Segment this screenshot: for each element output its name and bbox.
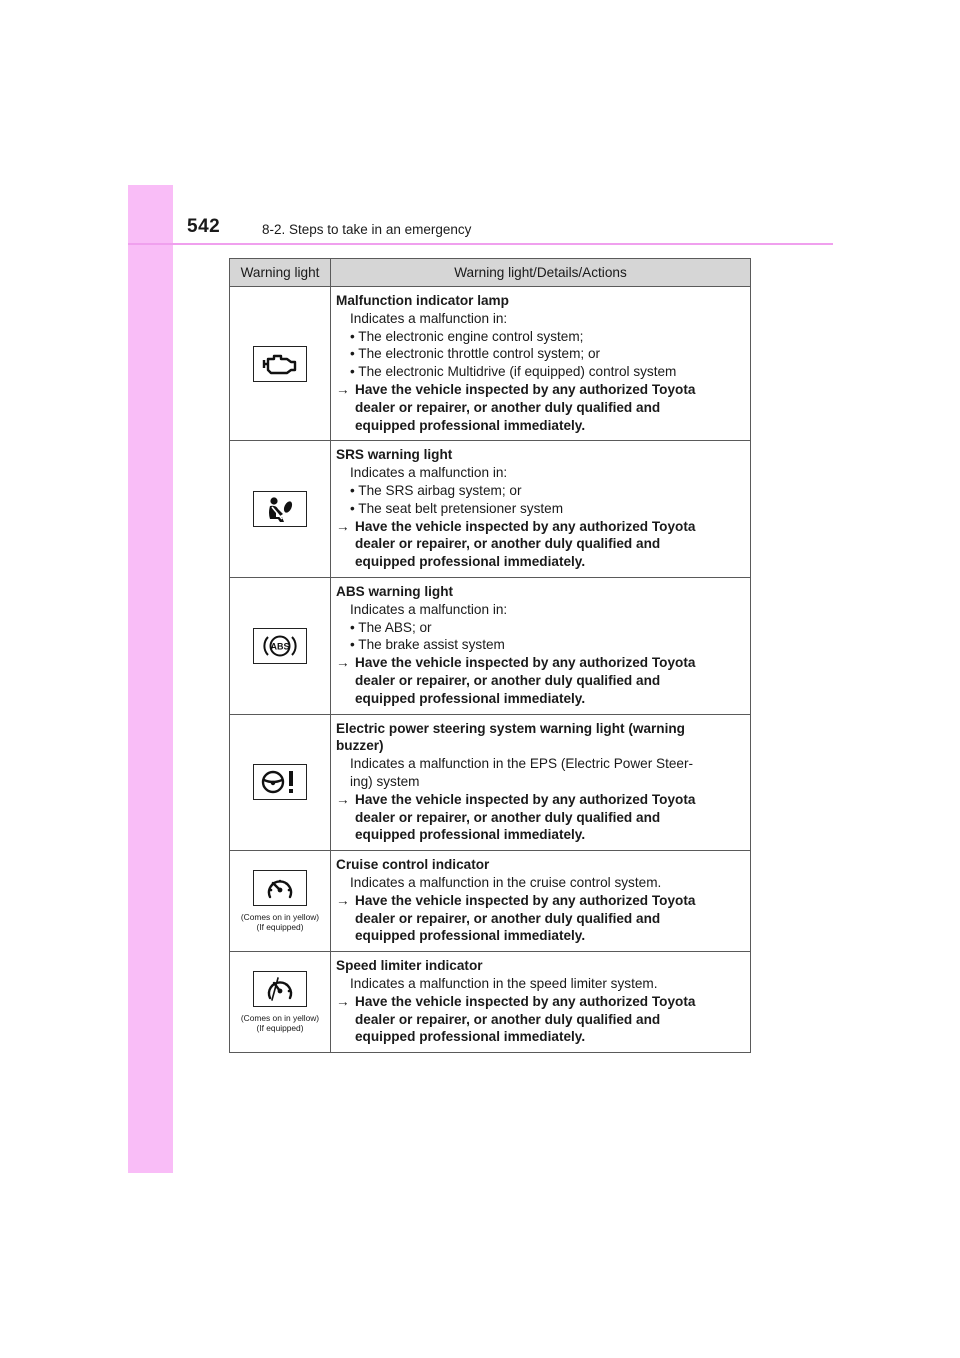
row-intro-cont: ing) system bbox=[350, 773, 420, 789]
table-row bbox=[230, 577, 751, 714]
page-number: 542 bbox=[187, 216, 221, 237]
arrow-icon: → bbox=[336, 791, 350, 807]
chapter-tab-band bbox=[128, 185, 173, 1173]
row-intro: Indicates a malfunction in: bbox=[350, 465, 508, 481]
row-title: Malfunction indicator lamp bbox=[336, 293, 509, 308]
icon-cell bbox=[230, 851, 331, 952]
row-intro: Indicates a malfunction in the cruise control system. bbox=[350, 874, 662, 890]
icon-cell bbox=[230, 952, 331, 1053]
details-cell bbox=[331, 441, 751, 578]
row-title: Electric power steering system warning light (warning bbox=[336, 720, 685, 736]
row-title-cont: buzzer) bbox=[336, 738, 384, 754]
details-cell bbox=[331, 952, 751, 1053]
arrow-icon: → bbox=[336, 518, 350, 534]
table-row bbox=[230, 714, 751, 851]
bullet-item: • The brake assist system bbox=[350, 637, 505, 653]
section-title: 8-2. Steps to take in an emergency bbox=[262, 222, 472, 237]
bullet-item: • The electronic engine control system; bbox=[350, 328, 584, 344]
row-title: SRS warning light bbox=[336, 447, 453, 463]
icon-cell bbox=[230, 441, 331, 578]
bullet-item: • The ABS; or bbox=[350, 619, 432, 635]
table-row bbox=[230, 287, 751, 441]
bullet-item: • The SRS airbag system; or bbox=[350, 482, 522, 498]
table-header-row bbox=[230, 259, 751, 287]
check-engine-icon bbox=[253, 346, 307, 382]
icon-cell bbox=[230, 287, 331, 441]
header-details-actions: Warning light/Details/Actions bbox=[331, 259, 751, 287]
bullet-item: • The electronic throttle control system; or bbox=[350, 346, 601, 362]
icon-note: (Comes on in yellow) (If equipped) bbox=[240, 1013, 320, 1034]
action-text: → Have the vehicle inspected by any authorized Toyota dealer or repairer, or another duly qualified and equipped professional immediately. bbox=[336, 655, 696, 706]
action-text: → Have the vehicle inspected by any authorized Toyota dealer or repairer, or another duly qualified and equipped professional immediately. bbox=[336, 381, 696, 433]
row-intro: Indicates a malfunction in the speed limiter system. bbox=[350, 975, 658, 991]
action-text: → Have the vehicle inspected by any authorized Toyota dealer or repairer, or another duly qualified and equipped professional immediately. bbox=[336, 791, 696, 843]
speed-limiter-icon bbox=[253, 971, 307, 1007]
icon-cell bbox=[230, 577, 331, 714]
table-row bbox=[230, 952, 751, 1053]
row-title: ABS warning light bbox=[336, 583, 454, 599]
header-rule bbox=[128, 243, 833, 245]
srs-airbag-icon bbox=[253, 491, 307, 527]
warning-light-table bbox=[229, 258, 751, 1053]
details-cell bbox=[331, 577, 751, 714]
bullet-item: • The electronic Multidrive (if equipped) control system bbox=[350, 364, 677, 380]
row-intro: Indicates a malfunction in: bbox=[350, 310, 508, 326]
bullet-item: • The seat belt pretensioner system bbox=[350, 500, 564, 516]
arrow-icon: → bbox=[336, 993, 350, 1009]
cruise-control-icon bbox=[253, 870, 307, 906]
icon-cell bbox=[230, 714, 331, 851]
details-cell bbox=[331, 287, 751, 441]
table-row bbox=[230, 851, 751, 952]
eps-steering-icon bbox=[253, 764, 307, 800]
row-intro: Indicates a malfunction in: bbox=[350, 601, 508, 617]
details-cell bbox=[331, 851, 751, 952]
arrow-icon: → bbox=[336, 655, 350, 671]
abs-icon bbox=[253, 628, 307, 664]
arrow-icon: → bbox=[336, 381, 350, 397]
action-text: → Have the vehicle inspected by any authorized Toyota dealer or repairer, or another duly qualified and equipped professional immediately. bbox=[336, 518, 696, 570]
action-text: → Have the vehicle inspected by any authorized Toyota dealer or repairer, or another duly qualified and equipped professional immediately. bbox=[336, 892, 696, 944]
table-row bbox=[230, 441, 751, 578]
row-intro: Indicates a malfunction in the EPS (Electric Power Steer- bbox=[350, 756, 694, 772]
arrow-icon: → bbox=[336, 892, 350, 908]
header-warning-light: Warning light bbox=[230, 259, 331, 287]
details-cell bbox=[331, 714, 751, 851]
svg-text:ABS: ABS bbox=[270, 641, 290, 652]
action-text: → Have the vehicle inspected by any authorized Toyota dealer or repairer, or another duly qualified and equipped professional immediately. bbox=[336, 993, 696, 1045]
row-title: Cruise control indicator bbox=[336, 857, 490, 873]
icon-note: (Comes on in yellow) (If equipped) bbox=[240, 912, 320, 933]
row-title: Speed limiter indicator bbox=[336, 958, 483, 974]
